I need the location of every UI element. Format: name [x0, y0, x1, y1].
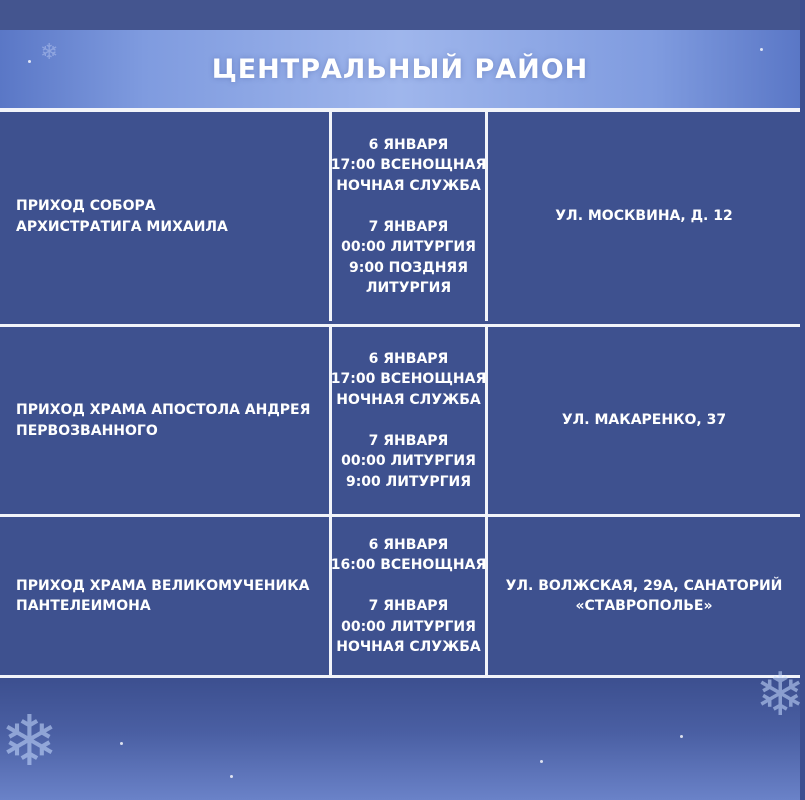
sparkle-decoration: [120, 742, 123, 745]
schedule-item: НОЧНАЯ СЛУЖБА: [336, 177, 481, 194]
service-times-cell: [329, 327, 488, 514]
parish-name-line: ПРИХОД ХРАМА ВЕЛИКОМУЧЕНИКА: [16, 577, 310, 594]
schedule-item: НОЧНАЯ СЛУЖБА: [336, 391, 481, 408]
schedule-item: 00:00 ЛИТУРГИЯ: [341, 618, 476, 635]
sparkle-decoration: [28, 60, 31, 63]
schedule-item: 16:00 ВСЕНОЩНАЯ: [330, 557, 487, 573]
parish-name-line: ПАНТЕЛЕИМОНА: [16, 598, 151, 614]
sparkle-decoration: [680, 735, 683, 738]
schedule-item: ЛИТУРГИЯ: [365, 280, 452, 296]
sparkle-decoration: [230, 775, 233, 778]
schedule-date: 6 ЯНВАРЯ: [368, 350, 449, 367]
page-title: ЦЕНТРАЛЬНЫЙ РАЙОН: [211, 53, 589, 85]
schedule-item: 00:00 ЛИТУРГИЯ: [341, 453, 476, 470]
schedule-item: 17:00 ВСЕНОЩНАЯ: [330, 157, 487, 173]
decorative-footer: [0, 678, 800, 800]
address-line: УЛ. ВОЛЖСКАЯ, 29А, САНАТОРИЙ: [505, 577, 783, 594]
schedule-date: 7 ЯНВАРЯ: [368, 432, 449, 449]
table-row: [0, 112, 800, 321]
address-cell: [488, 112, 800, 321]
address-line: УЛ. МАКАРЕНКО, 37: [561, 412, 727, 429]
parish-name-cell: [0, 112, 329, 321]
service-times-cell: [329, 112, 488, 321]
schedule-date: 6 ЯНВАРЯ: [368, 136, 449, 153]
schedule-date: 6 ЯНВАРЯ: [368, 536, 449, 553]
parish-name-line: ПРИХОД СОБОРА: [16, 198, 156, 214]
schedule-table: [0, 108, 800, 678]
schedule-item: 9:00 ЛИТУРГИЯ: [345, 473, 472, 490]
snowflake-icon: ❄: [755, 660, 805, 730]
snowflake-icon: ❄: [40, 40, 59, 65]
schedule-date: 7 ЯНВАРЯ: [368, 218, 449, 235]
top-band: [0, 0, 800, 30]
sparkle-decoration: [540, 760, 543, 763]
address-line: «СТАВРОПОЛЬЕ»: [575, 598, 713, 614]
table-row: [0, 514, 800, 675]
address-line: УЛ. МОСКВИНА, Д. 12: [555, 208, 733, 225]
parish-name-cell: [0, 327, 329, 514]
schedule-item: НОЧНАЯ СЛУЖБА: [336, 639, 481, 655]
header-banner: [0, 30, 800, 108]
parish-name-cell: [0, 517, 329, 675]
sparkle-decoration: [760, 48, 763, 51]
schedule-date: 7 ЯНВАРЯ: [368, 598, 449, 614]
table-row: [0, 324, 800, 514]
schedule-item: 17:00 ВСЕНОЩНАЯ: [330, 371, 487, 388]
schedule-item: 9:00 ПОЗДНЯЯ: [348, 259, 468, 276]
address-cell: [488, 517, 800, 675]
parish-name-line: ПЕРВОЗВАННОГО: [16, 422, 158, 439]
snowflake-icon: ❄: [0, 700, 59, 782]
service-times-cell: [329, 517, 488, 675]
address-cell: [488, 327, 800, 514]
parish-name-line: ПРИХОД ХРАМА АПОСТОЛА АНДРЕЯ: [16, 402, 311, 418]
schedule-item: 00:00 ЛИТУРГИЯ: [341, 239, 476, 255]
parish-name-line: АРХИСТРАТИГА МИХАИЛА: [16, 218, 228, 235]
